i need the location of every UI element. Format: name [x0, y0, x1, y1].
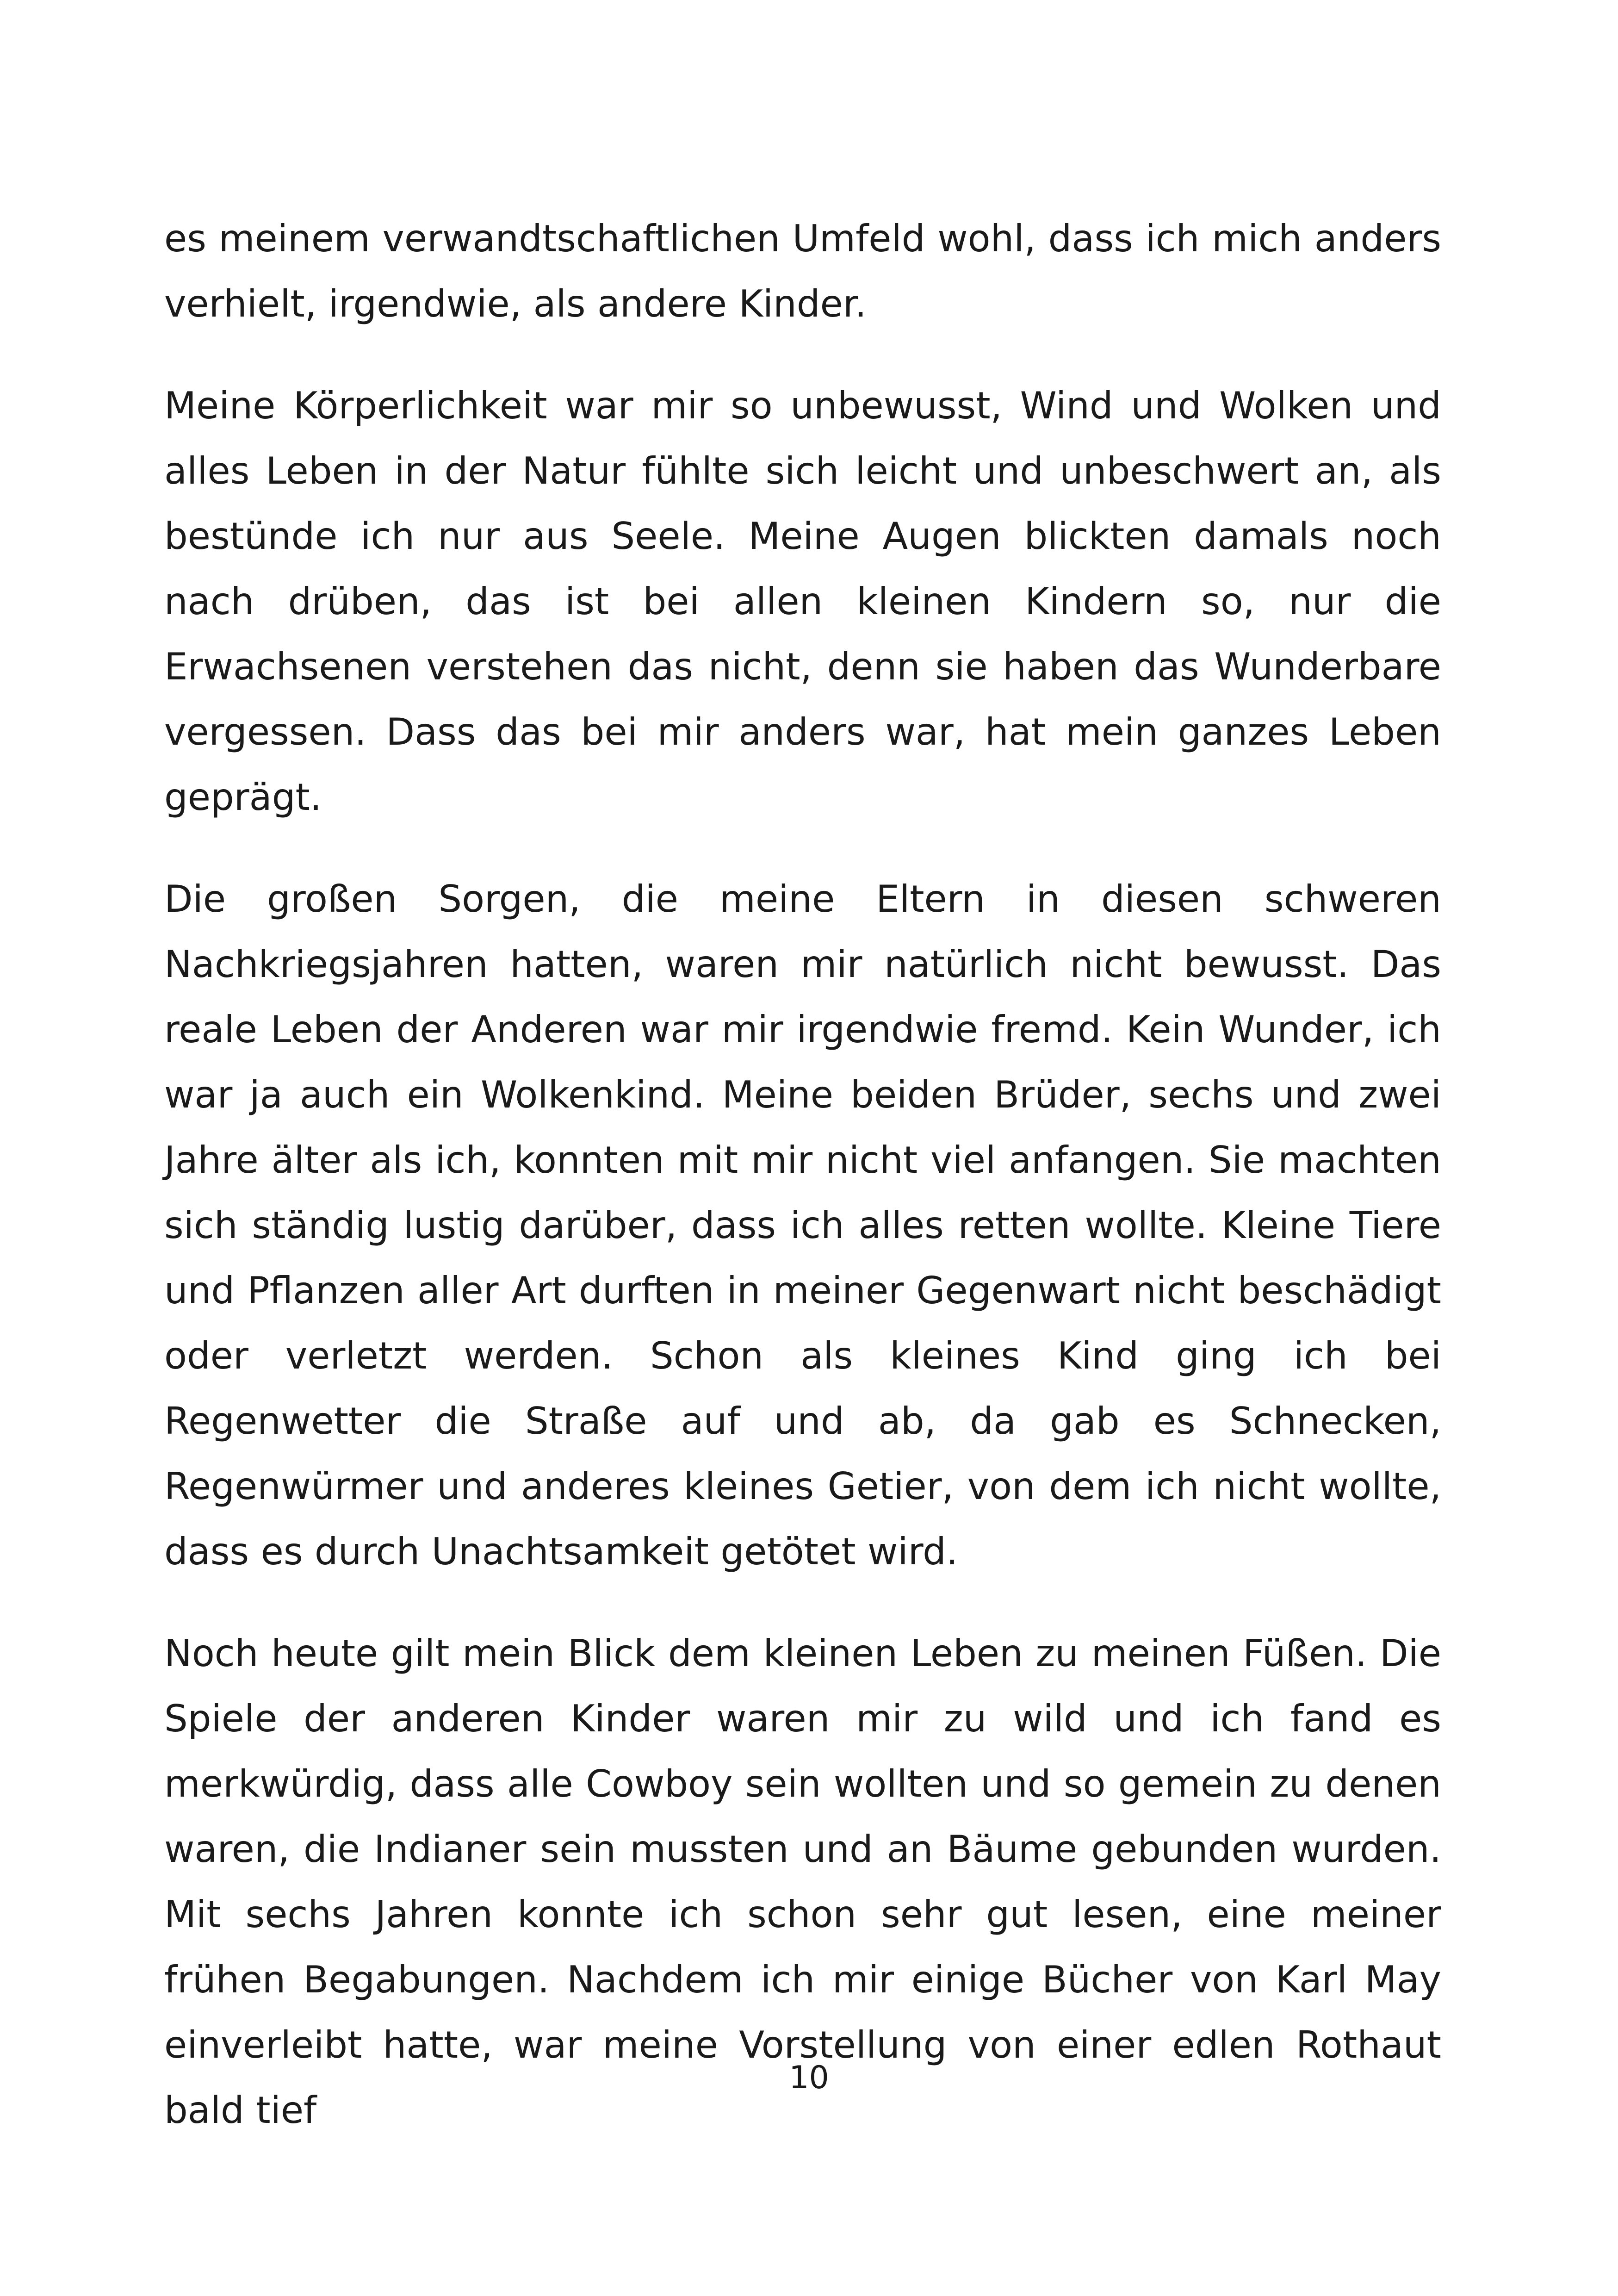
paragraph-3: Die großen Sorgen, die meine Eltern in diesen schweren Nachkriegsjahren hatten, waren mir natürlich nicht bewusst. Das reale Leben der Anderen war mir irgendwie fremd. Kein Wunder, ich war ja auch ein Wolkenkind. Meine beiden Brüder, sechs und zwei Jahre älter als ich, konnten mit mir nicht viel anfangen. Sie machten sich ständig lustig darüber, dass ich alles retten wollte. Kleine Tiere und Pflanzen aller Art durften in meiner Gegenwart nicht beschädigt oder verletzt werden. Schon als kleines Kind ging ich bei Regenwetter die Straße auf und ab, da gab es Schnecken, Regenwürmer und anderes kleines Getier, von dem ich nicht wollte, dass es durch Unachtsamkeit getötet wird. — [164, 877, 1441, 1573]
paragraph-2: Meine Körperlichkeit war mir so unbewusst, Wind und Wolken und alles Leben in der Natur fühlte sich leicht und unbeschwert an, als bestünde ich nur aus Seele. Meine Augen blickten damals noch nach drüben, das ist bei allen kleinen Kindern so, nur die Erwachsenen verstehen das nicht, denn sie haben das Wunderbare vergessen. Dass das bei mir anders war, hat mein ganzes Leben geprägt. — [164, 384, 1441, 819]
paragraph-1: es meinem verwandtschaftlichen Umfeld wohl, dass ich mich anders verhielt, irgendwie, als andere Kinder. — [164, 217, 1441, 325]
body-text — [164, 206, 1441, 2143]
paragraph-4: Noch heute gilt mein Blick dem kleinen Leben zu meinen Füßen. Die Spiele der anderen Kinder waren mir zu wild und ich fand es merkwürdig, dass alle Cowboy sein wollten und so gemein zu denen waren, die Indianer sein mussten und an Bäume gebunden wurden. Mit sechs Jahren konnte ich schon sehr gut lesen, eine meiner frühen Begabungen. Nachdem ich mir einige Bücher von Karl May einverleibt hatte, war meine Vorstellung von einer edlen Rothaut bald tief — [164, 1632, 1441, 2132]
page-number: 10 — [789, 2060, 829, 2096]
